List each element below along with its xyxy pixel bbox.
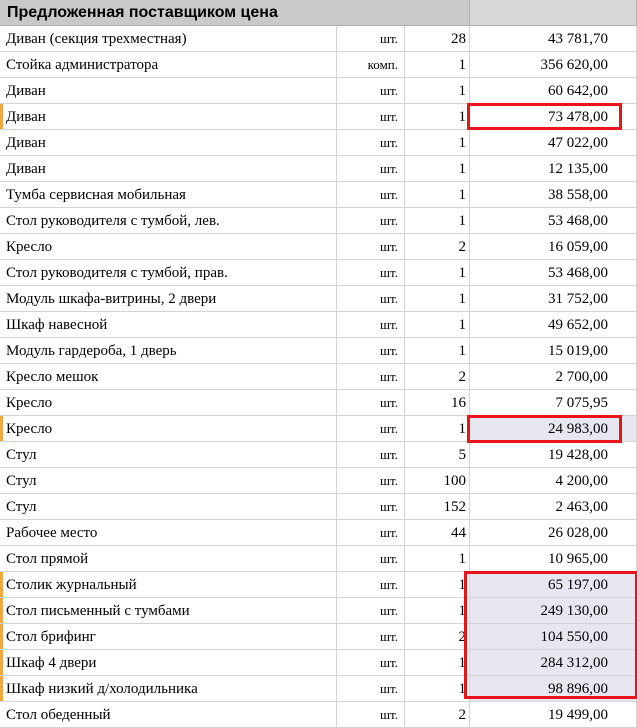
cell-name[interactable]: Стол прямой <box>0 546 337 572</box>
table-row <box>0 338 637 364</box>
table-row <box>0 702 637 728</box>
cell-qty[interactable]: 2 <box>405 364 470 390</box>
table-row <box>0 598 637 624</box>
table-row <box>0 624 637 650</box>
table-row <box>0 650 637 676</box>
table-row <box>0 572 637 598</box>
cell-qty[interactable]: 2 <box>405 234 470 260</box>
cell-name[interactable]: Столик журнальный <box>0 572 337 598</box>
table-row <box>0 416 637 442</box>
table-row <box>0 312 637 338</box>
cell-qty[interactable]: 152 <box>405 494 470 520</box>
cell-qty[interactable]: 16 <box>405 390 470 416</box>
cell-price[interactable]: 43 781,70 <box>470 26 637 52</box>
cell-name[interactable]: Стул <box>0 494 337 520</box>
cell-qty[interactable]: 1 <box>405 650 470 676</box>
cell-price[interactable]: 49 652,00 <box>470 312 637 338</box>
cell-qty[interactable]: 1 <box>405 156 470 182</box>
table-row <box>0 442 637 468</box>
cell-unit[interactable]: шт. <box>337 26 405 52</box>
cell-qty[interactable]: 44 <box>405 520 470 546</box>
table-row <box>0 546 637 572</box>
cell-qty[interactable]: 2 <box>405 624 470 650</box>
cell-unit[interactable]: шт. <box>337 182 405 208</box>
cell-price[interactable]: 98 896,00 <box>470 676 637 702</box>
cell-name[interactable]: Стул <box>0 442 337 468</box>
cell-qty[interactable]: 1 <box>405 416 470 442</box>
cell-qty[interactable]: 1 <box>405 78 470 104</box>
cell-price[interactable]: 73 478,00 <box>470 104 637 130</box>
cell-unit[interactable]: шт. <box>337 442 405 468</box>
cell-price[interactable]: 16 059,00 <box>470 234 637 260</box>
table-row <box>0 130 637 156</box>
cell-unit[interactable]: шт. <box>337 598 405 624</box>
cell-qty[interactable]: 1 <box>405 182 470 208</box>
table-row <box>0 156 637 182</box>
cell-unit[interactable]: комп. <box>337 52 405 78</box>
cell-name[interactable]: Тумба сервисная мобильная <box>0 182 337 208</box>
cell-unit[interactable]: шт. <box>337 650 405 676</box>
cell-qty[interactable]: 2 <box>405 702 470 728</box>
cell-qty[interactable]: 1 <box>405 130 470 156</box>
table-row <box>0 26 637 52</box>
cell-name[interactable]: Диван <box>0 130 337 156</box>
cell-unit[interactable]: шт. <box>337 208 405 234</box>
cell-price[interactable]: 356 620,00 <box>470 52 637 78</box>
cell-qty[interactable]: 1 <box>405 598 470 624</box>
cell-price[interactable]: 15 019,00 <box>470 338 637 364</box>
table-row <box>0 78 637 104</box>
table-row <box>0 286 637 312</box>
header-cell-price[interactable] <box>470 0 637 26</box>
cell-name[interactable]: Стойка администратора <box>0 52 337 78</box>
cell-name[interactable]: Шкаф 4 двери <box>0 650 337 676</box>
cell-unit[interactable]: шт. <box>337 104 405 130</box>
cell-name[interactable]: Стол письменный с тумбами <box>0 598 337 624</box>
cell-price[interactable]: 2 463,00 <box>470 494 637 520</box>
cell-qty[interactable]: 1 <box>405 208 470 234</box>
cell-unit[interactable]: шт. <box>337 312 405 338</box>
table-row <box>0 208 637 234</box>
cell-unit[interactable]: шт. <box>337 156 405 182</box>
cell-name[interactable]: Кресло <box>0 234 337 260</box>
cell-qty[interactable]: 1 <box>405 286 470 312</box>
cell-name[interactable]: Кресло <box>0 416 337 442</box>
cell-name[interactable]: Диван <box>0 78 337 104</box>
table-row <box>0 52 637 78</box>
cell-price[interactable]: 12 135,00 <box>470 156 637 182</box>
cell-price[interactable]: 104 550,00 <box>470 624 637 650</box>
header-cell-title[interactable]: Предложенная поставщиком цена <box>0 0 470 26</box>
cell-price[interactable]: 65 197,00 <box>470 572 637 598</box>
cell-unit[interactable]: шт. <box>337 624 405 650</box>
cell-price[interactable]: 2 700,00 <box>470 364 637 390</box>
cell-qty[interactable]: 1 <box>405 52 470 78</box>
table-row <box>0 390 637 416</box>
cell-unit[interactable]: шт. <box>337 416 405 442</box>
cell-qty[interactable]: 1 <box>405 676 470 702</box>
cell-price[interactable]: 7 075,95 <box>470 390 637 416</box>
header-row <box>0 0 637 26</box>
cell-name[interactable]: Диван (секция трехместная) <box>0 26 337 52</box>
cell-unit[interactable]: шт. <box>337 130 405 156</box>
cell-unit[interactable]: шт. <box>337 468 405 494</box>
cell-price[interactable]: 47 022,00 <box>470 130 637 156</box>
cell-price[interactable]: 60 642,00 <box>470 78 637 104</box>
table-row <box>0 104 637 130</box>
table-row <box>0 468 637 494</box>
cell-price[interactable]: 53 468,00 <box>470 208 637 234</box>
cell-name[interactable]: Шкаф навесной <box>0 312 337 338</box>
cell-unit[interactable]: шт. <box>337 546 405 572</box>
table-row <box>0 260 637 286</box>
cell-unit[interactable]: шт. <box>337 702 405 728</box>
table-row <box>0 520 637 546</box>
cell-name[interactable]: Кресло мешок <box>0 364 337 390</box>
cell-qty[interactable]: 100 <box>405 468 470 494</box>
cell-price[interactable]: 284 312,00 <box>470 650 637 676</box>
cell-unit[interactable]: шт. <box>337 390 405 416</box>
cell-price[interactable]: 4 200,00 <box>470 468 637 494</box>
table-row <box>0 676 637 702</box>
cell-name[interactable]: Диван <box>0 104 337 130</box>
cell-unit[interactable]: шт. <box>337 260 405 286</box>
cell-price[interactable]: 53 468,00 <box>470 260 637 286</box>
cell-unit[interactable]: шт. <box>337 364 405 390</box>
cell-name[interactable]: Стол руководителя с тумбой, прав. <box>0 260 337 286</box>
cell-name[interactable]: Рабочее место <box>0 520 337 546</box>
table-row <box>0 234 637 260</box>
cell-qty[interactable]: 1 <box>405 312 470 338</box>
cell-price[interactable]: 31 752,00 <box>470 286 637 312</box>
cell-unit[interactable]: шт. <box>337 572 405 598</box>
cell-name[interactable]: Стол брифинг <box>0 624 337 650</box>
table-body <box>0 26 637 728</box>
cell-price[interactable]: 19 428,00 <box>470 442 637 468</box>
cell-name[interactable]: Стол руководителя с тумбой, лев. <box>0 208 337 234</box>
table-row <box>0 494 637 520</box>
cell-price[interactable]: 38 558,00 <box>470 182 637 208</box>
cell-qty[interactable]: 1 <box>405 546 470 572</box>
cell-qty[interactable]: 28 <box>405 26 470 52</box>
table-row <box>0 182 637 208</box>
cell-name[interactable]: Модуль гардероба, 1 дверь <box>0 338 337 364</box>
cell-unit[interactable]: шт. <box>337 494 405 520</box>
cell-unit[interactable]: шт. <box>337 78 405 104</box>
cell-qty[interactable]: 1 <box>405 572 470 598</box>
cell-name[interactable]: Шкаф низкий д/холодильника <box>0 676 337 702</box>
cell-unit[interactable]: шт. <box>337 520 405 546</box>
cell-price[interactable]: 26 028,00 <box>470 520 637 546</box>
cell-price[interactable]: 249 130,00 <box>470 598 637 624</box>
cell-price[interactable]: 19 499,00 <box>470 702 637 728</box>
cell-qty[interactable]: 1 <box>405 104 470 130</box>
cell-qty[interactable]: 1 <box>405 260 470 286</box>
cell-name[interactable]: Стол обеденный <box>0 702 337 728</box>
table-row <box>0 364 637 390</box>
cell-price[interactable]: 10 965,00 <box>470 546 637 572</box>
cell-price[interactable]: 24 983,00 <box>470 416 637 442</box>
cell-unit[interactable]: шт. <box>337 286 405 312</box>
cell-qty[interactable]: 1 <box>405 338 470 364</box>
cell-unit[interactable]: шт. <box>337 338 405 364</box>
cell-qty[interactable]: 5 <box>405 442 470 468</box>
cell-name[interactable]: Стул <box>0 468 337 494</box>
cell-unit[interactable]: шт. <box>337 676 405 702</box>
cell-name[interactable]: Кресло <box>0 390 337 416</box>
cell-name[interactable]: Модуль шкафа-витрины, 2 двери <box>0 286 337 312</box>
cell-name[interactable]: Диван <box>0 156 337 182</box>
cell-unit[interactable]: шт. <box>337 234 405 260</box>
